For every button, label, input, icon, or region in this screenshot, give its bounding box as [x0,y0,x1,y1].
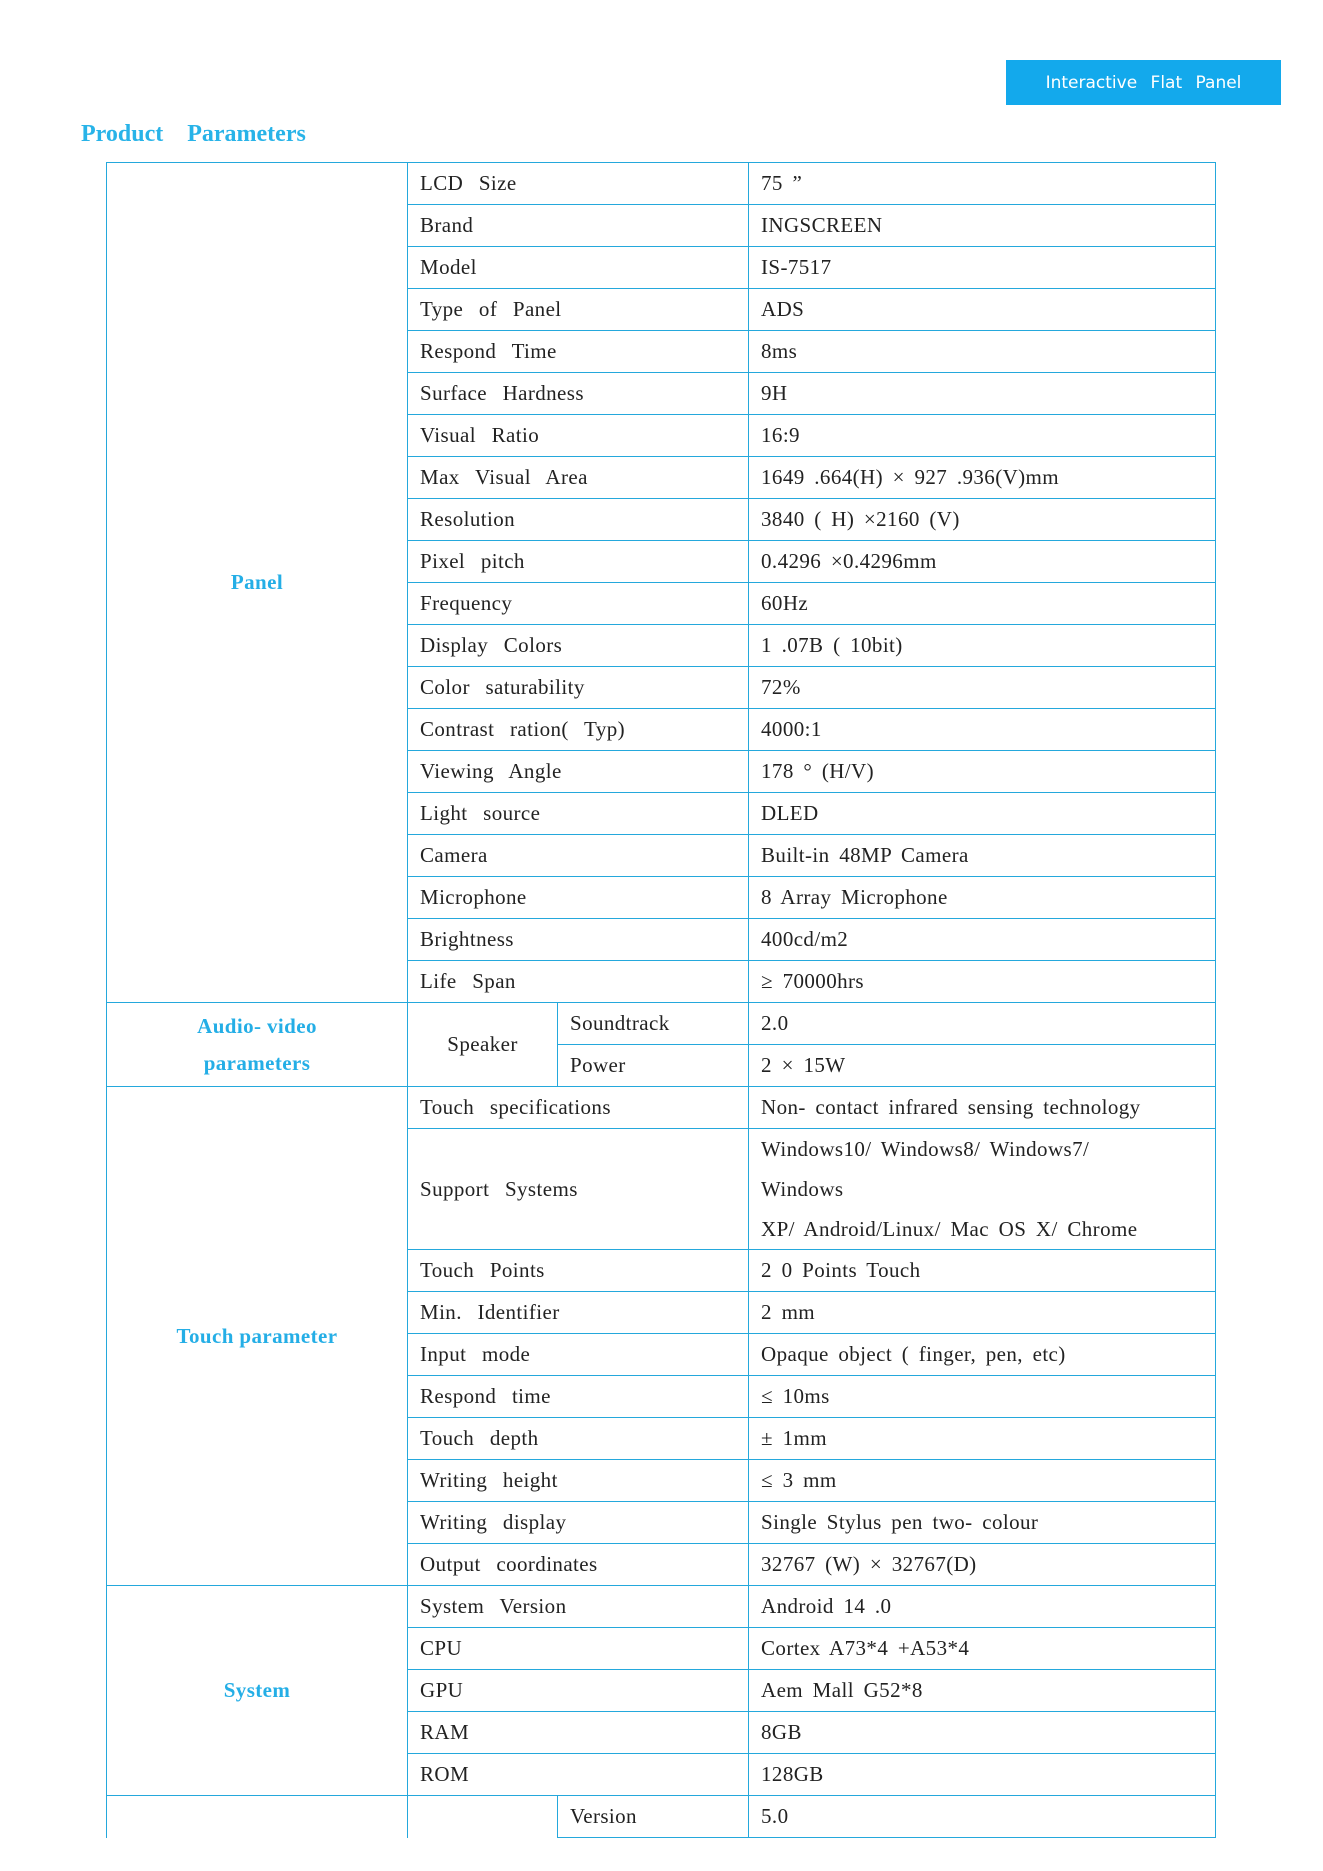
param-value: 8GB [749,1712,1216,1754]
param-value: 1649 .664(H) × 927 .936(V)mm [749,457,1216,499]
param-name: Version [558,1796,749,1838]
param-name: RAM [408,1712,749,1754]
param-value: 5.0 [749,1796,1216,1838]
param-value-multiline [749,1129,1216,1250]
category-label-line: Audio- video [197,1013,317,1038]
category-label-line: parameters [203,1050,311,1075]
param-name: Respond time [408,1376,749,1418]
param-value: INGSCREEN [749,205,1216,247]
product-category-badge: Interactive Flat Panel [1006,60,1281,105]
param-name: Touch Points [408,1250,749,1292]
param-name: Power [558,1045,749,1087]
param-name: Light source [408,793,749,835]
table-row [107,163,1216,205]
param-name: Writing display [408,1502,749,1544]
param-name: Touch specifications [408,1087,749,1129]
param-name: Frequency [408,583,749,625]
param-name: Support Systems [408,1129,749,1250]
param-name: Camera [408,835,749,877]
param-value: 0.4296 ×0.4296mm [749,541,1216,583]
param-value: 75 ” [749,163,1216,205]
param-value: 4000:1 [749,709,1216,751]
param-name: Contrast ration( Typ) [408,709,749,751]
param-name: Respond Time [408,331,749,373]
param-name: Color saturability [408,667,749,709]
param-value: IS-7517 [749,247,1216,289]
value-line: Windows [761,1177,844,1201]
group-cell-empty [408,1796,558,1838]
value-line: XP/ Android/Linux/ Mac OS X/ Chrome [761,1217,1138,1241]
category-audio-video [107,1003,408,1087]
param-value: 8 Array Microphone [749,877,1216,919]
table-row [107,1586,1216,1628]
param-name: ROM [408,1754,749,1796]
param-name: Life Span [408,961,749,1003]
param-value: 2 mm [749,1292,1216,1334]
param-value: ≥ 70000hrs [749,961,1216,1003]
param-value: Built-in 48MP Camera [749,835,1216,877]
param-name: Surface Hardness [408,373,749,415]
param-value: ≤ 3 mm [749,1460,1216,1502]
param-name: LCD Size [408,163,749,205]
param-name: Pixel pitch [408,541,749,583]
param-name: Writing height [408,1460,749,1502]
param-value: Cortex A73*4 +A53*4 [749,1628,1216,1670]
table-row [107,1796,1216,1838]
table-row [107,1003,1216,1045]
param-value: Non- contact infrared sensing technology [749,1087,1216,1129]
param-name: Soundtrack [558,1003,749,1045]
param-value: 2 0 Points Touch [749,1250,1216,1292]
param-name: Min. Identifier [408,1292,749,1334]
param-value: 2 × 15W [749,1045,1216,1087]
param-name: Display Colors [408,625,749,667]
param-name: Model [408,247,749,289]
page-title: Product Parameters [81,121,306,147]
param-name: Viewing Angle [408,751,749,793]
param-value: Single Stylus pen two- colour [749,1502,1216,1544]
param-name: Input mode [408,1334,749,1376]
param-value: DLED [749,793,1216,835]
param-value: 128GB [749,1754,1216,1796]
table-row [107,1087,1216,1129]
param-value: ADS [749,289,1216,331]
param-name: Max Visual Area [408,457,749,499]
param-name: Microphone [408,877,749,919]
spec-table [106,162,1216,1838]
category-cell-empty [107,1796,408,1838]
category-system: System [107,1586,408,1796]
param-name: Output coordinates [408,1544,749,1586]
param-name: Type of Panel [408,289,749,331]
param-value: 3840 ( H) ×2160 (V) [749,499,1216,541]
param-name: Touch depth [408,1418,749,1460]
category-touch: Touch parameter [107,1087,408,1586]
param-value: 72% [749,667,1216,709]
param-name: CPU [408,1628,749,1670]
param-value: 2.0 [749,1003,1216,1045]
param-value: 1 .07B ( 10bit) [749,625,1216,667]
speaker-group-label: Speaker [408,1003,558,1087]
param-name: Brightness [408,919,749,961]
param-value: 9H [749,373,1216,415]
param-value: 8ms [749,331,1216,373]
param-value: 32767 (W) × 32767(D) [749,1544,1216,1586]
param-name: Brand [408,205,749,247]
param-value: 400cd/m2 [749,919,1216,961]
param-value: 178 ° (H/V) [749,751,1216,793]
param-name: Resolution [408,499,749,541]
value-line: Windows10/ Windows8/ Windows7/ [761,1137,1090,1161]
param-value: 60Hz [749,583,1216,625]
param-value: 16:9 [749,415,1216,457]
param-value: ± 1mm [749,1418,1216,1460]
param-name: GPU [408,1670,749,1712]
param-name: Visual Ratio [408,415,749,457]
param-name: System Version [408,1586,749,1628]
param-value: Opaque object ( finger, pen, etc) [749,1334,1216,1376]
param-value: ≤ 10ms [749,1376,1216,1418]
param-value: Android 14 .0 [749,1586,1216,1628]
param-value: Aem Mall G52*8 [749,1670,1216,1712]
category-panel: Panel [107,163,408,1003]
